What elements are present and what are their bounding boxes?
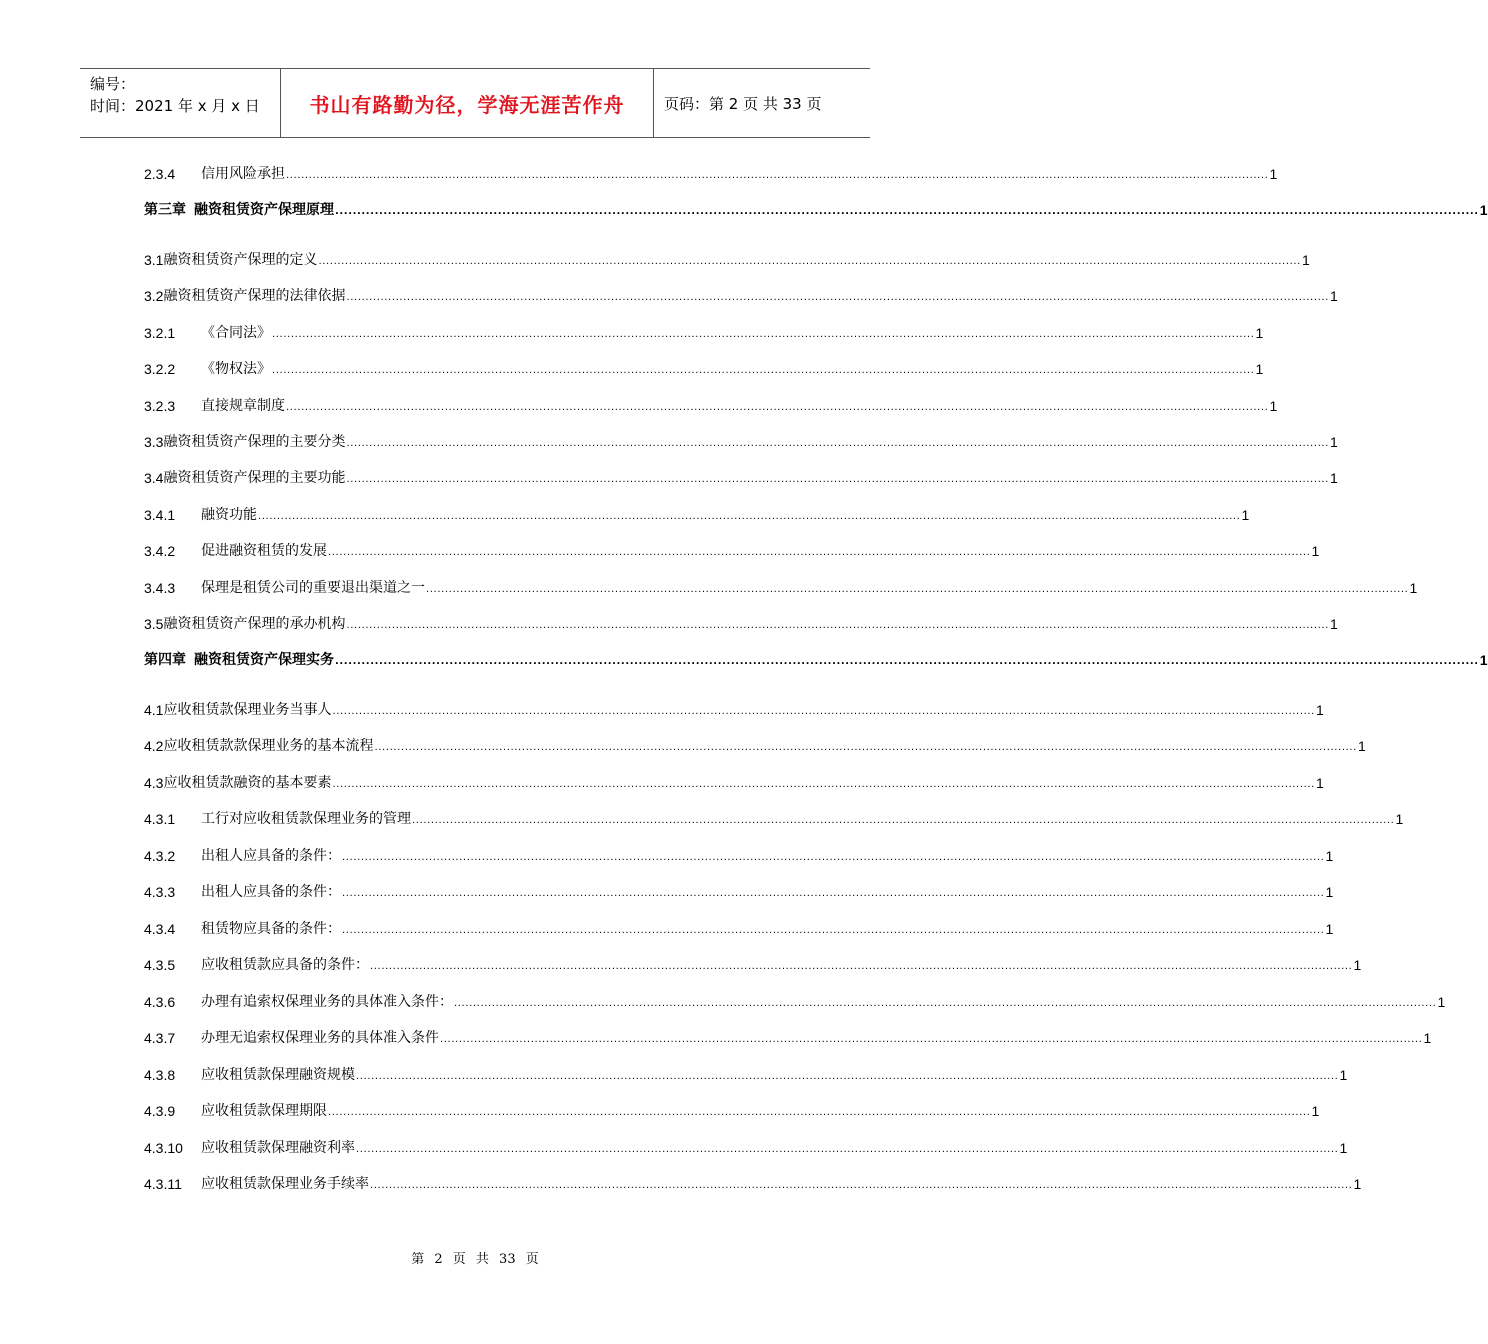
toc-entry-title: 保理是租赁公司的重要退出渠道之一 — [201, 580, 425, 596]
toc-entry-page: 1 — [1269, 166, 1278, 182]
toc-entry[interactable] — [144, 286, 1338, 306]
toc-entry[interactable] — [144, 578, 1418, 598]
toc-entry-page: 1 — [1423, 1030, 1432, 1046]
toc-dot-leader: .................................................................................................................................................................................................................................................................... — [332, 779, 1315, 790]
toc-entry-page: 1 — [1357, 738, 1366, 754]
toc-entry-title: 办理无追索权保理业务的具体准入条件 — [201, 1030, 439, 1046]
toc-dot-leader: .................................................................................................................................................................................................................................................................... — [332, 706, 1315, 717]
toc-entry-number: 4.3.2 — [144, 848, 176, 864]
toc-entry[interactable] — [144, 700, 1324, 720]
header-meta — [80, 69, 280, 137]
toc-entry-title: 工行对应收租赁款保理业务的管理 — [201, 811, 411, 827]
toc-dot-leader: .................................................................................................................................................................................................................................................................... — [346, 292, 1329, 303]
toc-entry-number: 4.3.1 — [144, 811, 176, 827]
toc-entry-page: 1 — [1311, 1103, 1320, 1119]
toc-entry-number: 3.4.3 — [144, 580, 176, 596]
toc-entry-page: 1 — [1315, 775, 1324, 791]
toc-entry[interactable] — [144, 955, 1362, 975]
toc-entry-number: 3.5 — [144, 616, 164, 632]
toc-entry-number: 2.3.4 — [144, 166, 176, 182]
toc-entry-number: 4.1 — [144, 702, 164, 718]
header-motto: 书山有路勤为径，学海无涯苦作舟 — [280, 69, 654, 137]
toc-entry-number: 4.3.9 — [144, 1103, 176, 1119]
toc-entry-page: 1 — [1409, 580, 1418, 596]
toc-entry[interactable] — [144, 505, 1250, 525]
toc-entry-page: 1 — [1353, 957, 1362, 973]
toc-entry[interactable] — [144, 1138, 1348, 1158]
toc-entry-number: 4.3.5 — [144, 957, 176, 973]
toc-entry-number: 4.3.3 — [144, 884, 176, 900]
toc-entry[interactable] — [144, 992, 1446, 1012]
toc-entry[interactable] — [144, 919, 1334, 939]
toc-entry-title: 融资租赁资产保理的定义 — [163, 252, 318, 268]
toc-entry[interactable] — [144, 200, 1488, 220]
toc-dot-leader: .................................................................................................................................................................................................................................................................... — [342, 925, 1325, 936]
toc-entry-page: 1 — [1255, 361, 1264, 377]
toc-dot-leader: .................................................................................................................................................................................................................................................................... — [356, 1071, 1339, 1082]
toc-dot-leader: .................................................................................................................................................................................................................................................................... — [346, 438, 1329, 449]
toc-dot-leader: .................................................................................................................................................................................................................................................................... — [286, 402, 1269, 413]
toc-entry-page: 1 — [1479, 202, 1488, 218]
toc-entry-title: 融资租赁资产保理的主要分类 — [163, 434, 346, 450]
page-footer: 第 2 页 共 33 页 — [411, 1252, 539, 1267]
toc-entry-number: 第四章 — [144, 652, 186, 668]
toc-entry-number: 3.3 — [144, 434, 164, 450]
toc-entry-page: 1 — [1255, 325, 1264, 341]
toc-entry-number: 3.2.2 — [144, 361, 176, 377]
toc-entry-number: 4.3.10 — [144, 1140, 183, 1156]
toc-entry-number: 4.3.7 — [144, 1030, 176, 1046]
toc-entry-page: 1 — [1329, 470, 1338, 486]
toc-entry-title: 应收租赁款应具备的条件： — [201, 957, 369, 973]
toc-entry-page: 1 — [1329, 616, 1338, 632]
toc-dot-leader: .................................................................................................................................................................................................................................................................... — [286, 170, 1269, 181]
toc-entry[interactable] — [144, 541, 1320, 561]
toc-entry-page: 1 — [1479, 652, 1488, 668]
toc-entry-title: 《合同法》 — [201, 325, 271, 341]
toc-dot-leader: .................................................................................................................................................................................................................................................................... — [370, 1180, 1353, 1191]
toc-entry-number: 4.3.6 — [144, 994, 176, 1010]
toc-entry-title: 应收租赁款保理融资利率 — [201, 1140, 355, 1156]
header-page-label: 页码：第 2 页 共 33 页 — [664, 94, 822, 113]
toc-entry-title: 融资功能 — [201, 507, 257, 523]
toc-entry-title: 信用风险承担 — [201, 166, 285, 182]
toc-entry-title: 融资租赁资产保理的承办机构 — [163, 616, 346, 632]
toc-entry[interactable] — [144, 773, 1324, 793]
toc-entry[interactable] — [144, 250, 1310, 270]
toc-entry[interactable] — [144, 468, 1338, 488]
toc-entry-page: 1 — [1241, 507, 1250, 523]
toc-entry-number: 4.3.4 — [144, 921, 176, 937]
toc-entry-page: 1 — [1325, 921, 1334, 937]
toc-entry[interactable] — [144, 323, 1264, 343]
toc-entry-page: 1 — [1269, 398, 1278, 414]
toc-dot-leader: .................................................................................................................................................................................................................................................................... — [356, 1144, 1339, 1155]
toc-entry-number: 3.4.2 — [144, 543, 176, 559]
page-header — [80, 68, 870, 138]
toc-entry[interactable] — [144, 882, 1334, 902]
toc-dot-leader: .................................................................................................................................................................................................................................................................... — [258, 511, 1241, 522]
toc-entry-title: 应收租赁款保理业务手续率 — [201, 1176, 369, 1192]
toc-dot-leader: .................................................................................................................................................................................................................................................................... — [328, 547, 1311, 558]
toc-entry-number: 3.2 — [144, 288, 164, 304]
toc-dot-leader: .................................................................................................................................................................................................................................................................... — [328, 1107, 1311, 1118]
toc-entry[interactable] — [144, 1101, 1320, 1121]
toc-entry-title: 应收租赁款保理融资规模 — [201, 1067, 355, 1083]
toc-entry-page: 1 — [1315, 702, 1324, 718]
toc-dot-leader: .................................................................................................................................................................................................................................................................... — [374, 742, 1357, 753]
toc-dot-leader: .................................................................................................................................................................................................................................................................... — [272, 365, 1255, 376]
toc-entry-page: 1 — [1339, 1067, 1348, 1083]
toc-entry[interactable] — [144, 432, 1338, 452]
toc-dot-leader: .................................................................................................................................................................................................................................................................... — [346, 474, 1329, 485]
toc-entry-number: 3.4 — [144, 470, 164, 486]
toc-dot-leader: .................................................................................................................................................................................................................................................................... — [426, 584, 1409, 595]
toc-entry-title: 办理有追索权保理业务的具体准入条件： — [201, 994, 453, 1010]
toc-entry[interactable] — [144, 846, 1334, 866]
toc-entry-number: 第三章 — [144, 202, 186, 218]
toc-dot-leader: .................................................................................................................................................................................................................................................................... — [440, 1034, 1423, 1045]
toc-dot-leader: .................................................................................................................................................................................................................................................................... — [335, 206, 1479, 217]
document-number-label: 编号： — [90, 75, 136, 93]
toc-entry[interactable] — [144, 614, 1338, 634]
toc-entry[interactable] — [144, 1065, 1348, 1085]
toc-entry-page: 1 — [1329, 288, 1338, 304]
toc-dot-leader: .................................................................................................................................................................................................................................................................... — [454, 998, 1437, 1009]
toc-dot-leader: .................................................................................................................................................................................................................................................................... — [342, 852, 1325, 863]
toc-entry-title: 应收租赁款融资的基本要素 — [163, 775, 332, 791]
toc-dot-leader: .................................................................................................................................................................................................................................................................... — [346, 620, 1329, 631]
toc-entry[interactable] — [144, 1028, 1432, 1048]
toc-entry-page: 1 — [1325, 884, 1334, 900]
toc-entry-page: 1 — [1311, 543, 1320, 559]
toc-entry-page: 1 — [1353, 1176, 1362, 1192]
toc-dot-leader: .................................................................................................................................................................................................................................................................... — [412, 815, 1395, 826]
toc-entry-title: 租赁物应具备的条件： — [201, 921, 341, 937]
toc-entry-page: 1 — [1329, 434, 1338, 450]
toc-entry-number: 4.3 — [144, 775, 164, 791]
toc-entry-page: 1 — [1339, 1140, 1348, 1156]
toc-dot-leader: .................................................................................................................................................................................................................................................................... — [272, 329, 1255, 340]
toc-dot-leader: .................................................................................................................................................................................................................................................................... — [342, 888, 1325, 899]
toc-entry-number: 3.2.1 — [144, 325, 176, 341]
toc-entry[interactable] — [144, 1174, 1362, 1194]
toc-entry-title: 直接规章制度 — [201, 398, 285, 414]
toc-entry[interactable] — [144, 736, 1366, 756]
toc-dot-leader: .................................................................................................................................................................................................................................................................... — [370, 961, 1353, 972]
toc-entry-title: 融资租赁资产保理原理 — [194, 202, 334, 218]
toc-dot-leader: .................................................................................................................................................................................................................................................................... — [335, 656, 1479, 667]
toc-entry-title: 《物权法》 — [201, 361, 271, 377]
toc-entry-number: 3.4.1 — [144, 507, 176, 523]
toc-entry-title: 融资租赁资产保理的主要功能 — [163, 470, 346, 486]
toc-entry-number: 4.2 — [144, 738, 164, 754]
toc-entry-number: 3.2.3 — [144, 398, 176, 414]
toc-entry-page: 1 — [1325, 848, 1334, 864]
toc-entry-number: 4.3.11 — [144, 1176, 182, 1192]
document-time-label: 时间：2021 年 x 月 x 日 — [90, 97, 260, 115]
toc-entry-title: 融资租赁资产保理实务 — [194, 652, 334, 668]
toc-entry-title: 融资租赁资产保理的法律依据 — [163, 288, 346, 304]
toc-entry[interactable] — [144, 164, 1278, 184]
toc-entry-page: 1 — [1395, 811, 1404, 827]
toc-entry-title: 出租人应具备的条件： — [201, 848, 341, 864]
toc-entry-page: 1 — [1437, 994, 1446, 1010]
toc-entry[interactable] — [144, 359, 1264, 379]
toc-dot-leader: .................................................................................................................................................................................................................................................................... — [318, 256, 1301, 267]
toc-entry-title: 应收租赁款保理期限 — [201, 1103, 327, 1119]
toc-entry-number: 3.1 — [144, 252, 164, 268]
toc-entry[interactable] — [144, 650, 1488, 670]
toc-entry[interactable] — [144, 396, 1278, 416]
toc-entry-title: 促进融资租赁的发展 — [201, 543, 327, 559]
toc-entry-page: 1 — [1301, 252, 1310, 268]
toc-entry-title: 出租人应具备的条件： — [201, 884, 341, 900]
toc-entry-number: 4.3.8 — [144, 1067, 176, 1083]
toc-entry-title: 应收租赁款款保理业务的基本流程 — [163, 738, 374, 754]
toc-entry-title: 应收租赁款保理业务当事人 — [163, 702, 332, 718]
toc-entry[interactable] — [144, 809, 1404, 829]
